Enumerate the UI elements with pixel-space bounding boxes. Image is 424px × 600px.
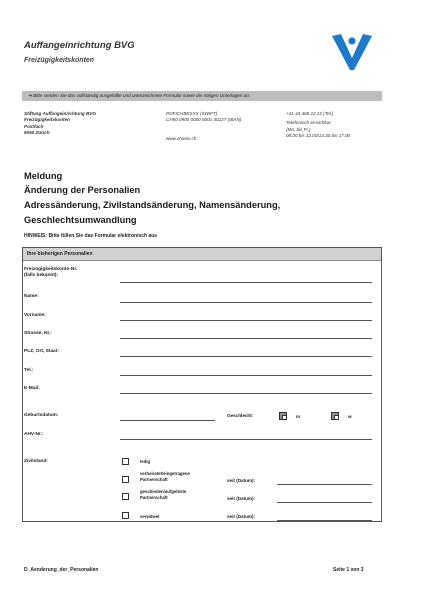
website-text: www.chaeis.ch [166, 136, 197, 141]
gender-male-label: m [296, 414, 301, 419]
name-label: Name: [24, 294, 39, 299]
name-input[interactable] [120, 302, 372, 303]
footer-document-id: D_Aenderung_der_Personalien [24, 567, 99, 573]
organisation-title: Auffangeinrichtung BVG [24, 40, 135, 51]
tel-label: Tel.: [24, 368, 34, 373]
verheiratet-date-input[interactable] [277, 484, 372, 485]
address-column-3 [286, 111, 350, 140]
konto-input[interactable] [120, 282, 372, 283]
bank-line: CH50 0900 0000 8001 30227 (IBAN) [166, 117, 242, 123]
geburtsdatum-input[interactable] [120, 420, 215, 421]
geschieden-seit-label: seit (Datum): [227, 496, 256, 501]
geschieden-date-input[interactable] [277, 502, 372, 503]
vorname-label: Vorname: [24, 313, 46, 318]
organisation-subtitle: Freizügigkeitskonten [24, 57, 95, 64]
gender-female-label: w [348, 414, 352, 419]
geschieden-label: geschieden/aufgelöste Partnerschaft [140, 489, 187, 500]
address-column-1 [24, 111, 96, 137]
konto-label: Freizügigkeitskonto-Nr. (falls bekannt): [24, 267, 78, 279]
form-title-line3: Adressänderung, Zivilstandsänderung, Namensänderung, [24, 200, 281, 210]
email-label: E-Mail: [24, 386, 40, 391]
strasse-label: Strasse, Nr.: [24, 331, 52, 336]
zivilstand-label: Zivilstand: [24, 459, 48, 464]
email-input[interactable] [120, 393, 372, 394]
panel-heading: Ihre bisherigen Personalien [23, 248, 381, 261]
form-title-line1: Meldung [24, 171, 63, 181]
geschlecht-label: Geschlecht: [227, 413, 254, 418]
strasse-input[interactable] [120, 338, 372, 339]
gender-male-checkbox[interactable] [279, 412, 287, 420]
plz-input[interactable] [120, 356, 372, 357]
contact-line: (Mo. bis Fr.) [286, 126, 311, 132]
verheiratet-checkbox[interactable] [122, 476, 129, 483]
bank-line: POFICHBEXXX (SWIFT) [166, 111, 218, 116]
tel-input[interactable] [120, 375, 372, 376]
chevron-logo-icon [330, 28, 374, 72]
contact-line: Telefonisch erreichbar [286, 120, 332, 126]
ledig-checkbox[interactable] [122, 458, 129, 465]
vorname-input[interactable] [120, 320, 372, 321]
notice-bar: ➔ Bitte senden Sie das vollständig ausgefüllte und unterzeichnete Formular sowie die nötigen Unterlagen an: [22, 91, 382, 101]
address-line: Stiftung Auffangeinrichtung BVG [24, 111, 96, 116]
ahv-input[interactable] [120, 439, 372, 440]
geburtsdatum-label: Geburtsdatum: [24, 413, 59, 418]
ahv-label: AHV-Nr.: [24, 432, 44, 437]
plz-label: PLZ, Ort, Staat: [24, 349, 59, 354]
verwitwet-seit-label: seit (Datum): [227, 514, 256, 519]
contact-line: +41 44 468 22 22 (Tel.) [286, 111, 334, 116]
contact-line: 08.00 bis 12.00/13.30 bis 17.00 [286, 133, 351, 139]
verheiratet-label: verheiratet/eingetragene Partnerschaft [140, 471, 190, 482]
verwitwet-label: verwitwet [140, 514, 160, 519]
address-line: Freizügigkeitskonten [24, 117, 70, 123]
verheiratet-seit-label: seit (Datum): [227, 478, 256, 483]
verwitwet-date-input[interactable] [277, 520, 372, 521]
hint-text: HINWEIS: Bitte füllen Sie das Formular elektronisch aus [24, 233, 158, 239]
footer-page-number: Seite 1 von 3 [333, 567, 364, 573]
personal-data-panel [22, 247, 382, 522]
address-line: 8050 Zürich [24, 130, 50, 136]
ledig-label: ledig [140, 459, 151, 464]
verwitwet-checkbox[interactable] [122, 512, 129, 519]
address-line: Postfach [24, 123, 44, 129]
address-column-2 [166, 111, 241, 124]
gender-female-checkbox[interactable] [331, 412, 339, 420]
geschieden-checkbox[interactable] [122, 493, 129, 500]
form-title-line4: Geschlechtsumwandlung [24, 215, 137, 225]
form-title-line2: Änderung der Personalien [24, 185, 141, 195]
